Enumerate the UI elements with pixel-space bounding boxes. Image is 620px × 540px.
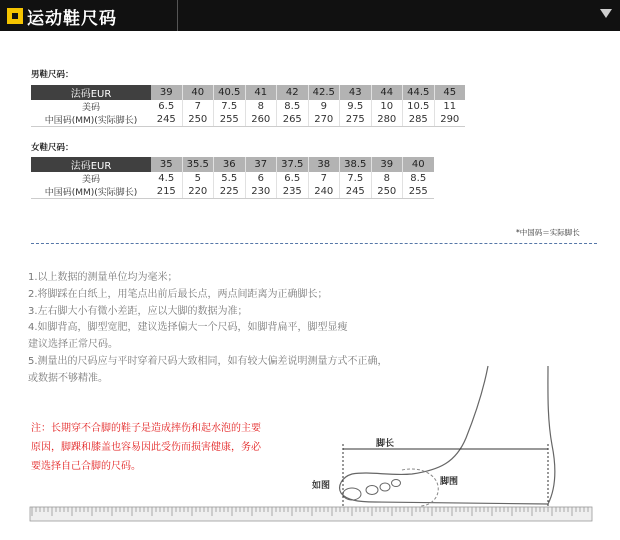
table-cell: 41: [245, 85, 277, 100]
table-cell: 225: [214, 185, 246, 199]
table-cell: 42: [277, 85, 309, 100]
men-size-label: 男鞋尺码：: [31, 70, 74, 80]
table-cell: 220: [182, 185, 214, 199]
table-cell: 270: [308, 113, 340, 127]
toe-shape: [343, 488, 361, 500]
table-cell: 36: [214, 157, 246, 172]
instruction-line: 建议选择正常尺码。: [28, 339, 118, 351]
table-cell: 9.5: [340, 100, 372, 113]
example-label: 如图: [312, 481, 331, 491]
toe-shape: [380, 483, 390, 491]
men-us-header: 美码: [81, 103, 100, 113]
table-cell: 290: [434, 113, 465, 127]
toe-shape: [392, 480, 401, 487]
table-cell: 215: [151, 185, 182, 199]
table-cell: 43: [340, 85, 372, 100]
men-mm-header: 中国码(MM)(实际脚长): [31, 113, 151, 127]
warning-line: 原因，脚踝和膝盖也容易因此受伤而损害健康，务必: [31, 442, 261, 453]
foot-length-label: 脚长: [376, 439, 395, 449]
foot-girth-label: 脚围: [440, 477, 459, 487]
table-cell: 5.5: [214, 172, 246, 185]
size-note: *中国码＝实际脚长: [516, 228, 580, 237]
table-cell: 44: [371, 85, 403, 100]
table-cell: 35.5: [182, 157, 214, 172]
table-cell: 8.5: [403, 172, 434, 185]
instruction-line: 2.将脚踩在白纸上，用笔点出前后最长点，两点间距离为正确脚长；: [28, 288, 328, 300]
table-cell: 6.5: [158, 101, 175, 112]
instruction-line: 3.左右脚大小有微小差距，应以大脚的数据为准；: [28, 305, 248, 317]
table-cell: 35: [151, 157, 182, 172]
table-cell: 235: [277, 185, 309, 199]
page-title: 运动鞋尺码: [27, 9, 117, 29]
table-cell: 250: [371, 185, 403, 199]
table-cell: 10: [371, 100, 403, 113]
table-cell: 8.5: [277, 100, 309, 113]
table-cell: 6: [245, 172, 277, 185]
table-cell: 40: [182, 85, 214, 100]
instruction-line: 或数据不够精准。: [28, 372, 108, 384]
table-cell: 42.5: [308, 85, 340, 100]
table-cell: 10.5: [403, 100, 435, 113]
table-cell: 40.5: [214, 85, 246, 100]
table-cell: 7: [182, 100, 214, 113]
table-cell: 245: [340, 185, 372, 199]
table-cell: 7.5: [340, 172, 372, 185]
table-cell: 6.5: [277, 172, 309, 185]
table-cell: 8: [371, 172, 403, 185]
table-cell: 39: [371, 157, 403, 172]
table-cell: 38.5: [340, 157, 372, 172]
table-cell: 45: [434, 85, 465, 100]
table-cell: 11: [434, 100, 465, 113]
table-cell: 8: [245, 100, 277, 113]
warning-line: 注：长期穿不合脚的鞋子是造成摔伤和起水泡的主要: [31, 423, 261, 434]
table-cell: 7.5: [214, 100, 246, 113]
instruction-line: 5.测量出的尺码应与平时穿着尺码大致相同，如有较大偏差说明测量方式不正确，: [28, 355, 388, 367]
women-eur-header: 法码EUR: [31, 157, 151, 172]
table-cell: 39: [151, 85, 182, 100]
table-cell: 275: [340, 113, 372, 127]
table-cell: 245: [151, 113, 182, 127]
table-cell: 230: [245, 185, 277, 199]
women-size-label: 女鞋尺码：: [31, 143, 74, 153]
table-cell: 4.5: [158, 173, 175, 184]
instruction-line: 4.如脚背高，脚型宽肥，建议选择偏大一个尺码，如脚背扁平，脚型显瘦: [28, 322, 348, 334]
table-cell: 285: [403, 113, 435, 127]
table-cell: 37: [245, 157, 277, 172]
warning-text: [31, 419, 261, 476]
table-cell: 265: [277, 113, 309, 127]
men-eur-header: 法码EUR: [31, 85, 151, 100]
table-cell: 5: [182, 172, 214, 185]
table-cell: 44.5: [403, 85, 435, 100]
table-cell: 240: [308, 185, 340, 199]
table-cell: 40: [403, 157, 434, 172]
table-cell: 280: [371, 113, 403, 127]
women-us-header: 美码: [81, 175, 100, 185]
table-cell: 38: [308, 157, 340, 172]
table-cell: 9: [308, 100, 340, 113]
table-cell: 255: [403, 185, 434, 199]
table-cell: 250: [182, 113, 214, 127]
warning-line: 要选择自己合脚的尺码。: [31, 461, 141, 472]
table-cell: 37.5: [277, 157, 309, 172]
table-cell: 7: [308, 172, 340, 185]
table-cell: 260: [245, 113, 277, 127]
instruction-line: 1.以上数据的测量单位均为毫米；: [28, 272, 178, 283]
women-mm-header: 中国码(MM)(实际脚长): [31, 185, 151, 199]
toe-shape: [366, 486, 378, 495]
table-cell: 255: [214, 113, 246, 127]
